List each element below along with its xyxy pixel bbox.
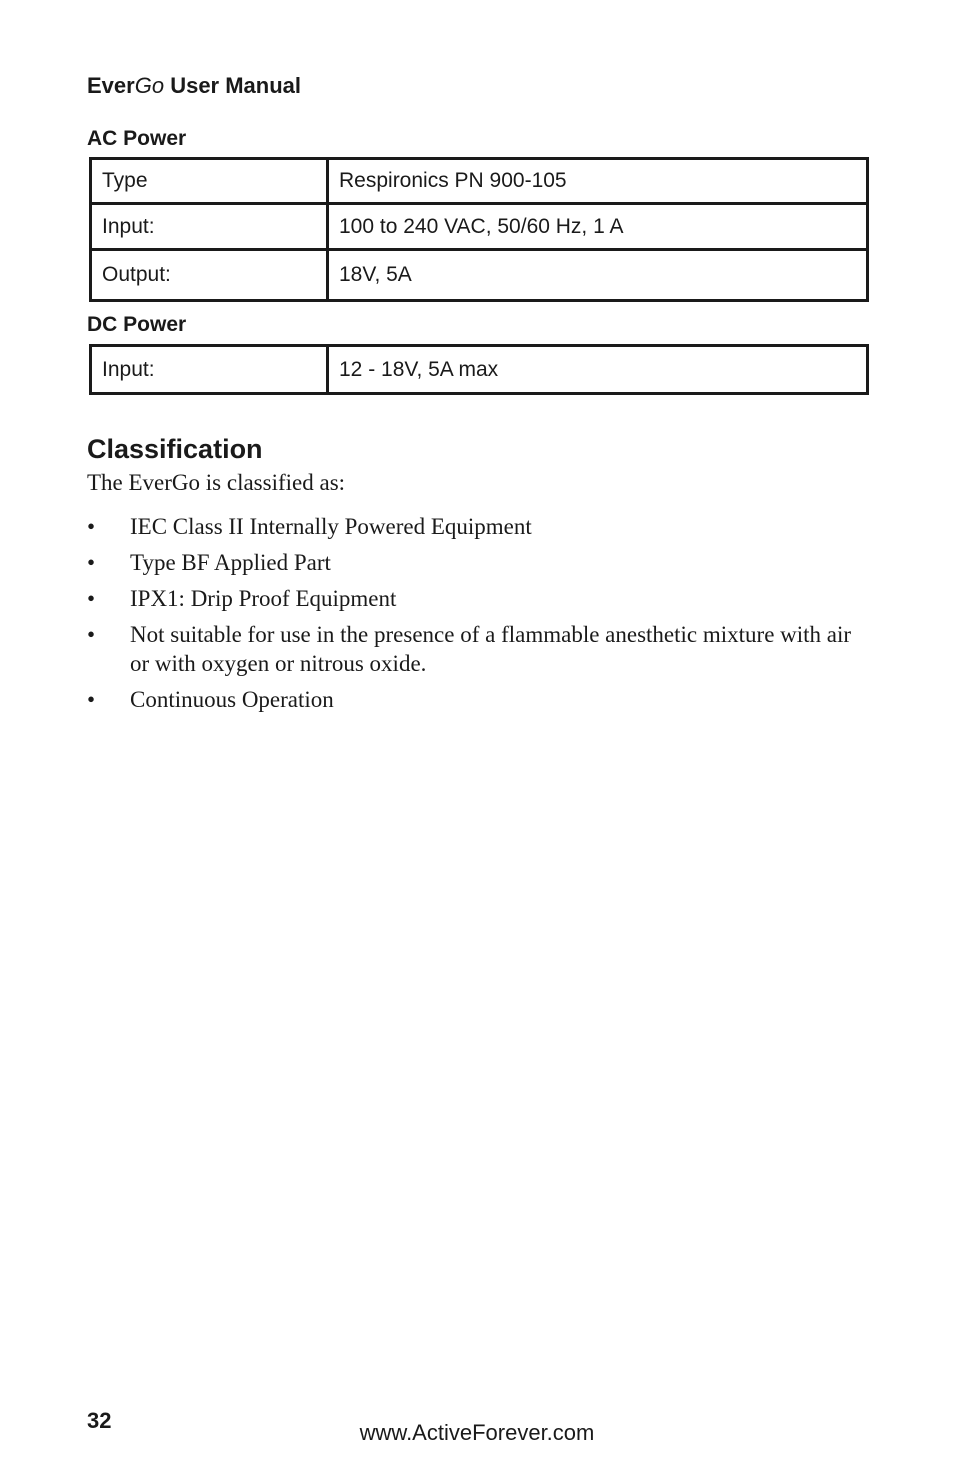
running-header xyxy=(87,73,301,99)
page-number: 32 xyxy=(87,1408,112,1433)
header-title: User Manual xyxy=(164,73,302,98)
table-row xyxy=(91,250,868,301)
table-row xyxy=(91,346,868,394)
ac-power-table xyxy=(89,157,869,302)
bullet-icon: • xyxy=(87,586,96,611)
list-item-text: Type BF Applied Part xyxy=(130,550,331,575)
spec-value: 12 - 18V, 5A max xyxy=(328,346,868,394)
dc-power-title: DC Power xyxy=(87,313,187,336)
list-item xyxy=(87,584,867,613)
classification-intro: The EverGo is classified as: xyxy=(87,470,346,495)
list-item xyxy=(87,548,867,577)
classification-title: Classification xyxy=(87,434,263,464)
bullet-icon: • xyxy=(87,687,96,712)
spec-label: Input: xyxy=(91,346,328,394)
ac-power-title: AC Power xyxy=(87,127,187,150)
bullet-icon: • xyxy=(87,514,96,539)
spec-label: Type xyxy=(91,159,328,204)
spec-label: Output: xyxy=(91,250,328,301)
spec-value: 100 to 240 VAC, 50/60 Hz, 1 A xyxy=(328,204,868,250)
bullet-icon: • xyxy=(87,550,96,575)
spec-label: Input: xyxy=(91,204,328,250)
list-item-text: Continuous Operation xyxy=(130,687,334,712)
list-item-text: IEC Class II Internally Powered Equipment xyxy=(130,514,532,539)
spec-value: Respironics PN 900-105 xyxy=(328,159,868,204)
classification-list xyxy=(87,512,867,721)
brand-ever: Ever xyxy=(87,73,135,98)
list-item-text: IPX1: Drip Proof Equipment xyxy=(130,586,397,611)
table-row xyxy=(91,204,868,250)
footer-url: www.ActiveForever.com xyxy=(359,1420,595,1445)
list-item xyxy=(87,685,867,714)
dc-power-table xyxy=(89,344,869,395)
brand-go: Go xyxy=(134,73,165,98)
list-item xyxy=(87,620,867,678)
list-item xyxy=(87,512,867,541)
bullet-icon: • xyxy=(87,622,96,647)
list-item-text: Not suitable for use in the presence of a flammable anesthetic mixture with air or with oxygen or nitrous oxide. xyxy=(130,622,852,676)
table-row xyxy=(91,159,868,204)
spec-value: 18V, 5A xyxy=(328,250,868,301)
